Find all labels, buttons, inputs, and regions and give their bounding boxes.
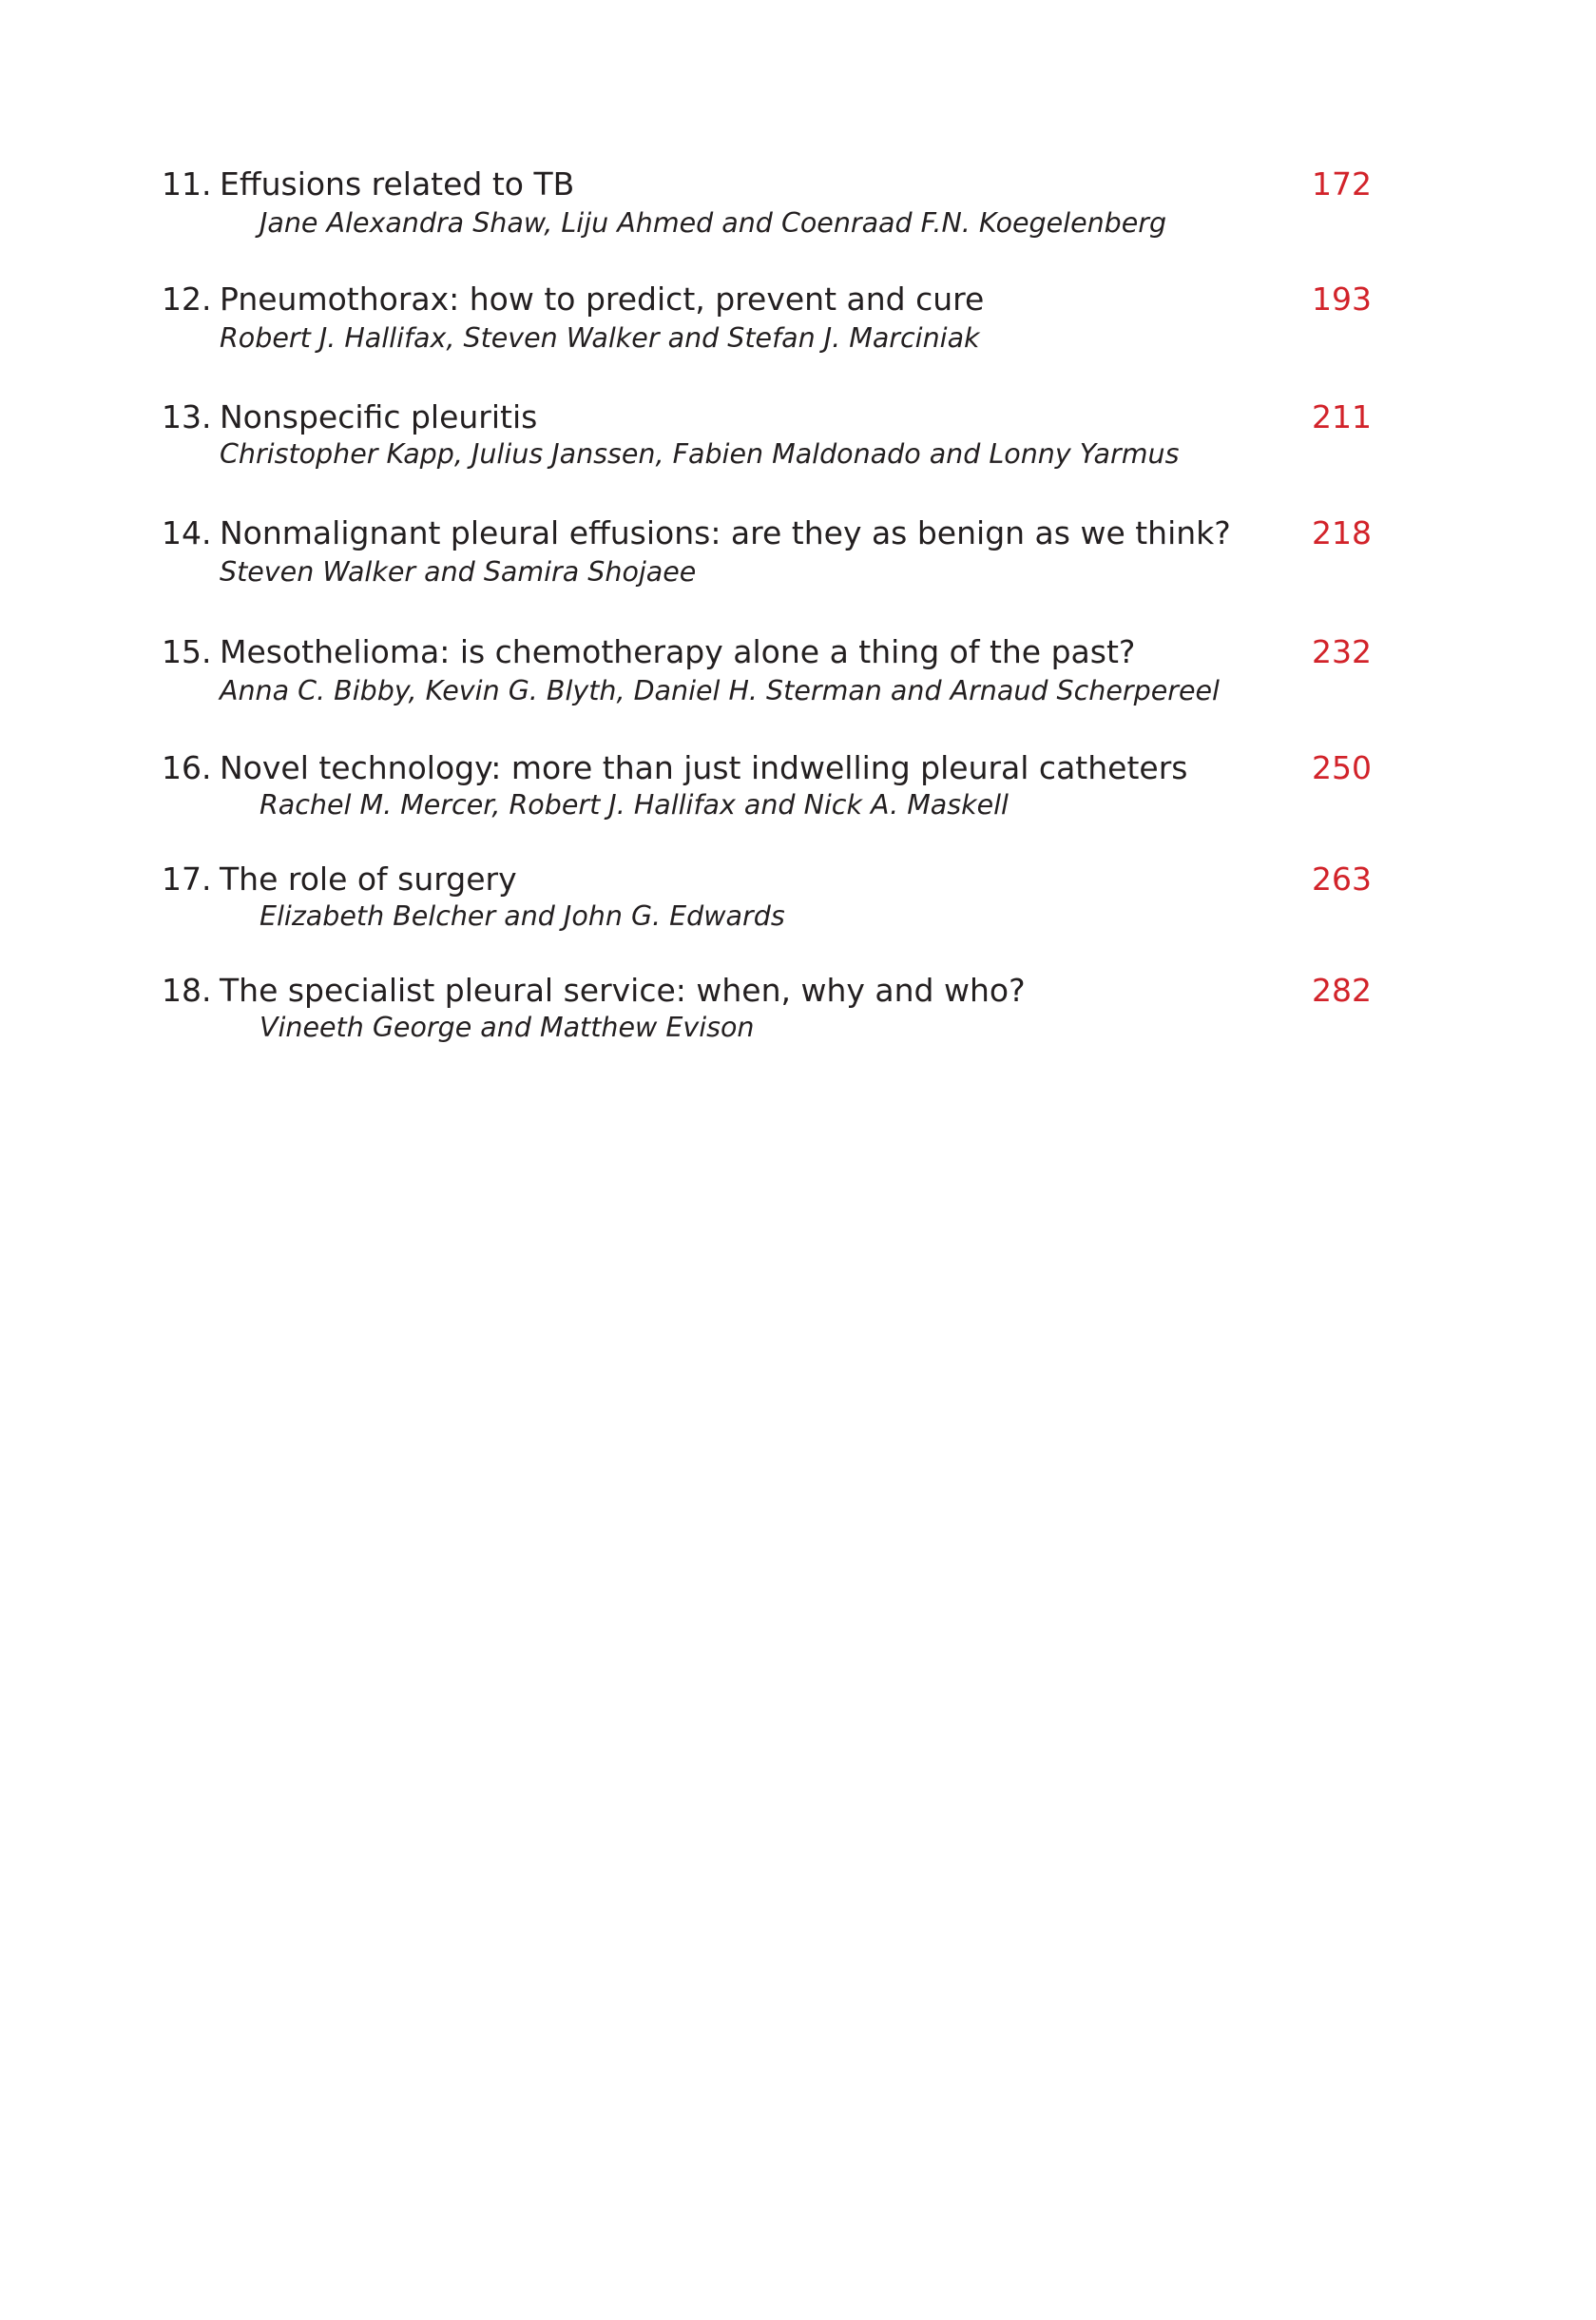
chapter-title[interactable]: Nonspecific pleuritis <box>220 398 538 435</box>
chapter-number: 12. <box>162 280 212 318</box>
chapter-authors: Anna C. Bibby, Kevin G. Blyth, Daniel H. Sterman and Arnaud Scherpereel <box>220 675 1220 706</box>
chapter-page-number[interactable]: 250 <box>1312 749 1372 786</box>
chapter-number: 17. <box>162 860 212 898</box>
chapter-title[interactable]: The specialist pleural service: when, why and who? <box>220 972 1026 1009</box>
chapter-title[interactable]: Effusions related to TB <box>220 165 575 203</box>
chapter-authors: Jane Alexandra Shaw, Liju Ahmed and Coenraad F.N. Koegelenberg <box>260 207 1167 239</box>
chapter-page-number[interactable]: 263 <box>1312 860 1372 898</box>
chapter-page-number[interactable]: 282 <box>1312 972 1372 1009</box>
chapter-page-number[interactable]: 193 <box>1312 280 1372 318</box>
chapter-number: 15. <box>162 633 212 670</box>
chapter-title[interactable]: Nonmalignant pleural effusions: are they as benign as we think? <box>220 514 1231 551</box>
chapter-title[interactable]: Mesothelioma: is chemotherapy alone a thing of the past? <box>220 633 1136 670</box>
chapter-number: 13. <box>162 398 212 435</box>
chapter-authors: Vineeth George and Matthew Evison <box>260 1012 755 1043</box>
chapter-number: 11. <box>162 165 212 203</box>
chapter-title[interactable]: Pneumothorax: how to predict, prevent and cure <box>220 280 985 318</box>
chapter-authors: Elizabeth Belcher and John G. Edwards <box>260 900 785 932</box>
chapter-authors: Rachel M. Mercer, Robert J. Hallifax and Nick A. Maskell <box>260 789 1009 821</box>
chapter-page-number[interactable]: 211 <box>1312 398 1372 435</box>
chapter-title[interactable]: Novel technology: more than just indwelling pleural catheters <box>220 749 1188 786</box>
chapter-authors: Steven Walker and Samira Shojaee <box>220 556 697 588</box>
chapter-page-number[interactable]: 172 <box>1312 165 1372 203</box>
chapter-authors: Christopher Kapp, Julius Janssen, Fabien Maldonado and Lonny Yarmus <box>220 438 1180 470</box>
chapter-authors: Robert J. Hallifax, Steven Walker and Stefan J. Marciniak <box>220 322 980 354</box>
chapter-number: 16. <box>162 749 212 786</box>
chapter-page-number[interactable]: 232 <box>1312 633 1372 670</box>
chapter-page-number[interactable]: 218 <box>1312 514 1372 551</box>
chapter-number: 14. <box>162 514 212 551</box>
chapter-title[interactable]: The role of surgery <box>220 860 517 898</box>
chapter-number: 18. <box>162 972 212 1009</box>
